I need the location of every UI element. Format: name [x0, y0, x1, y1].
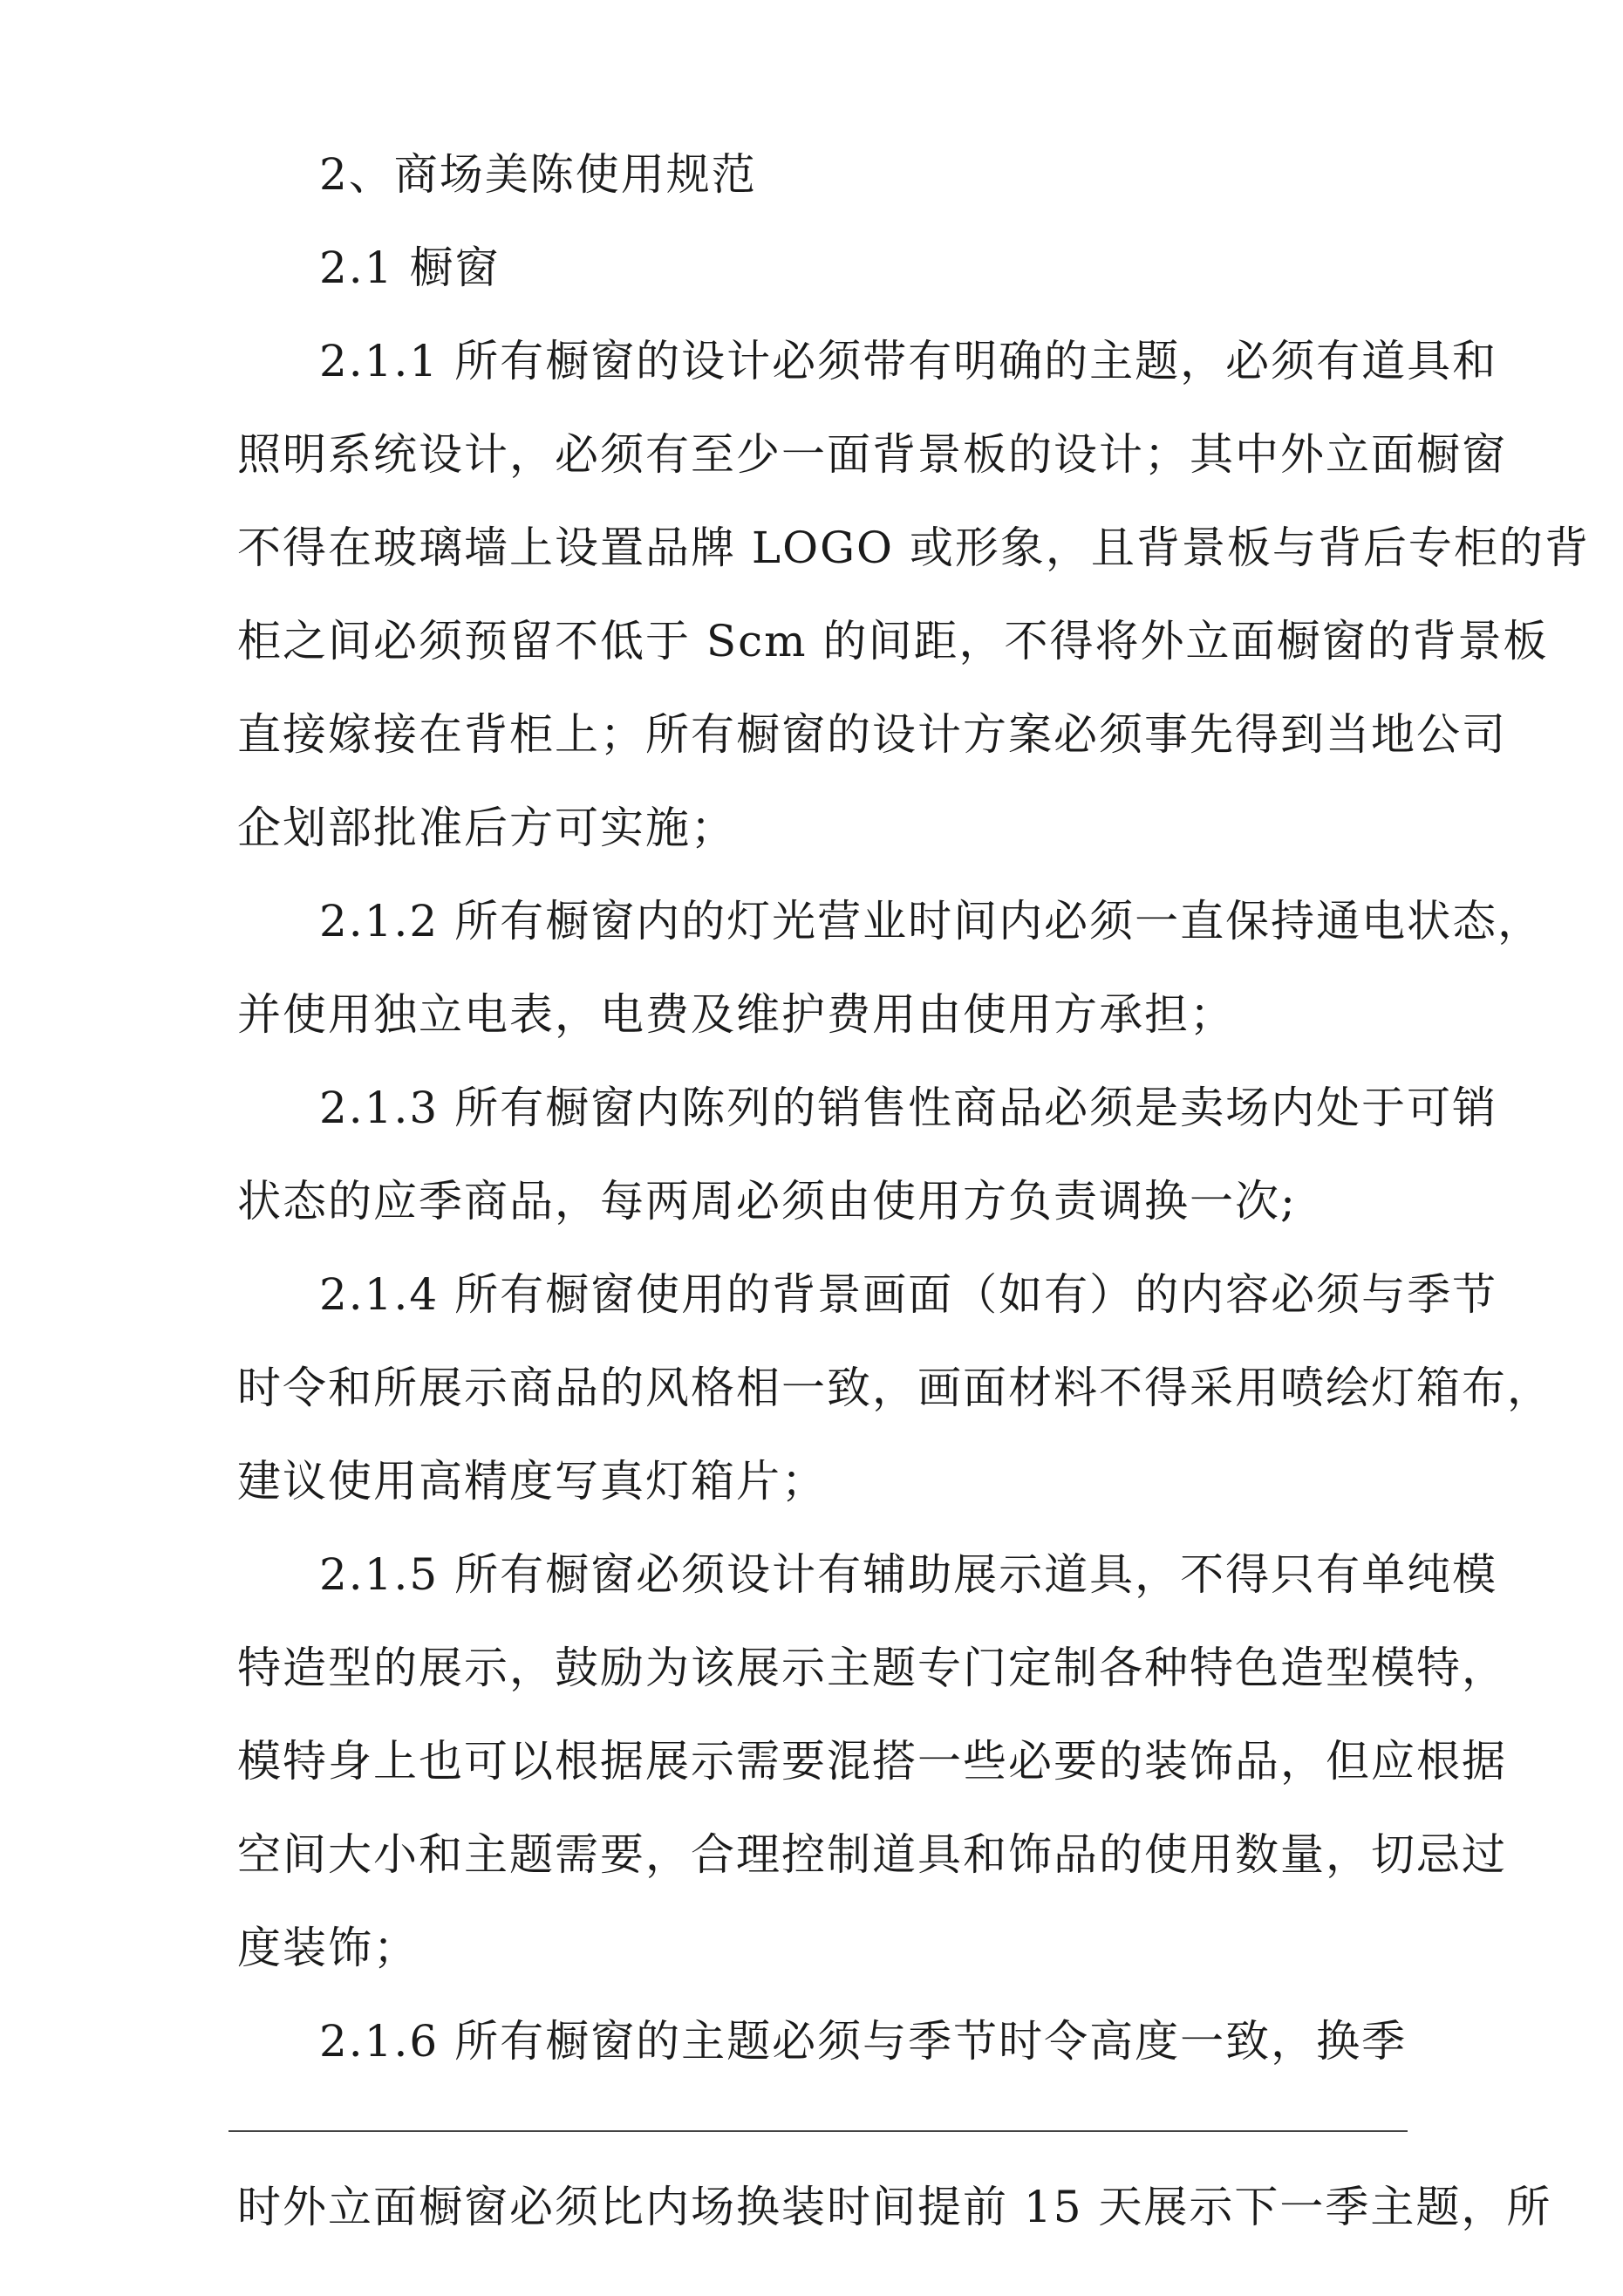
paragraph-line: 2.1.4 所有橱窗使用的背景画面（如有）的内容必须与季节: [319, 1269, 1498, 1320]
paragraph-line-continued: 时外立面橱窗必须比内场换装时间提前 15 天展示下一季主题，所: [237, 2182, 1552, 2232]
paragraph-line: 2.1.1 所有橱窗的设计必须带有明确的主题，必须有道具和: [319, 336, 1498, 386]
paragraph-line: 2.1.2 所有橱窗内的灯光营业时间内必须一直保持通电状态，: [319, 896, 1544, 946]
paragraph-line: 柜之间必须预留不低于 Scm 的间距，不得将外立面橱窗的背景板: [237, 616, 1549, 666]
paragraph-line: 2.1.5 所有橱窗必须设计有辅助展示道具，不得只有单纯模: [319, 1549, 1498, 1600]
paragraph-line: 照明系统设计，必须有至少一面背景板的设计；其中外立面橱窗: [237, 429, 1507, 480]
subsection-heading: 2.1 橱窗: [319, 243, 501, 293]
paragraph-line: 时令和所展示商品的风格相一致，画面材料不得采用喷绘灯箱布，: [237, 1363, 1552, 1413]
paragraph-line: 特造型的展示，鼓励为该展示主题专门定制各种特色造型模特，: [237, 1643, 1507, 1693]
paragraph-line: 模特身上也可以根据展示需要混搭一些必要的装饰品，但应根据: [237, 1736, 1507, 1787]
paragraph-line: 空间大小和主题需要，合理控制道具和饰品的使用数量，切忌过: [237, 1829, 1507, 1880]
page-divider: [228, 2130, 1408, 2132]
paragraph-line: 直接嫁接在背柜上；所有橱窗的设计方案必须事先得到当地公司: [237, 709, 1507, 760]
paragraph-line: 状态的应季商品，每两周必须由使用方负责调换一次;: [237, 1176, 1297, 1227]
paragraph-line: 2.1.6 所有橱窗的主题必须与季节时令高度一致，换季: [319, 2016, 1408, 2067]
paragraph-line: 不得在玻璃墙上设置品牌 LOGO 或形象，且背景板与背后专柜的背: [237, 523, 1590, 573]
section-heading: 2、商场美陈使用规范: [319, 149, 757, 200]
paragraph-line: 企划部批准后方可实施；: [237, 803, 736, 853]
paragraph-line: 度装饰；: [237, 1923, 419, 1973]
paragraph-line: 2.1.3 所有橱窗内陈列的销售性商品必须是卖场内处于可销: [319, 1083, 1498, 1133]
paragraph-line: 并使用独立电表，电费及维护费用由使用方承担；: [237, 989, 1235, 1040]
paragraph-line: 建议使用高精度写真灯箱片；: [237, 1456, 827, 1507]
